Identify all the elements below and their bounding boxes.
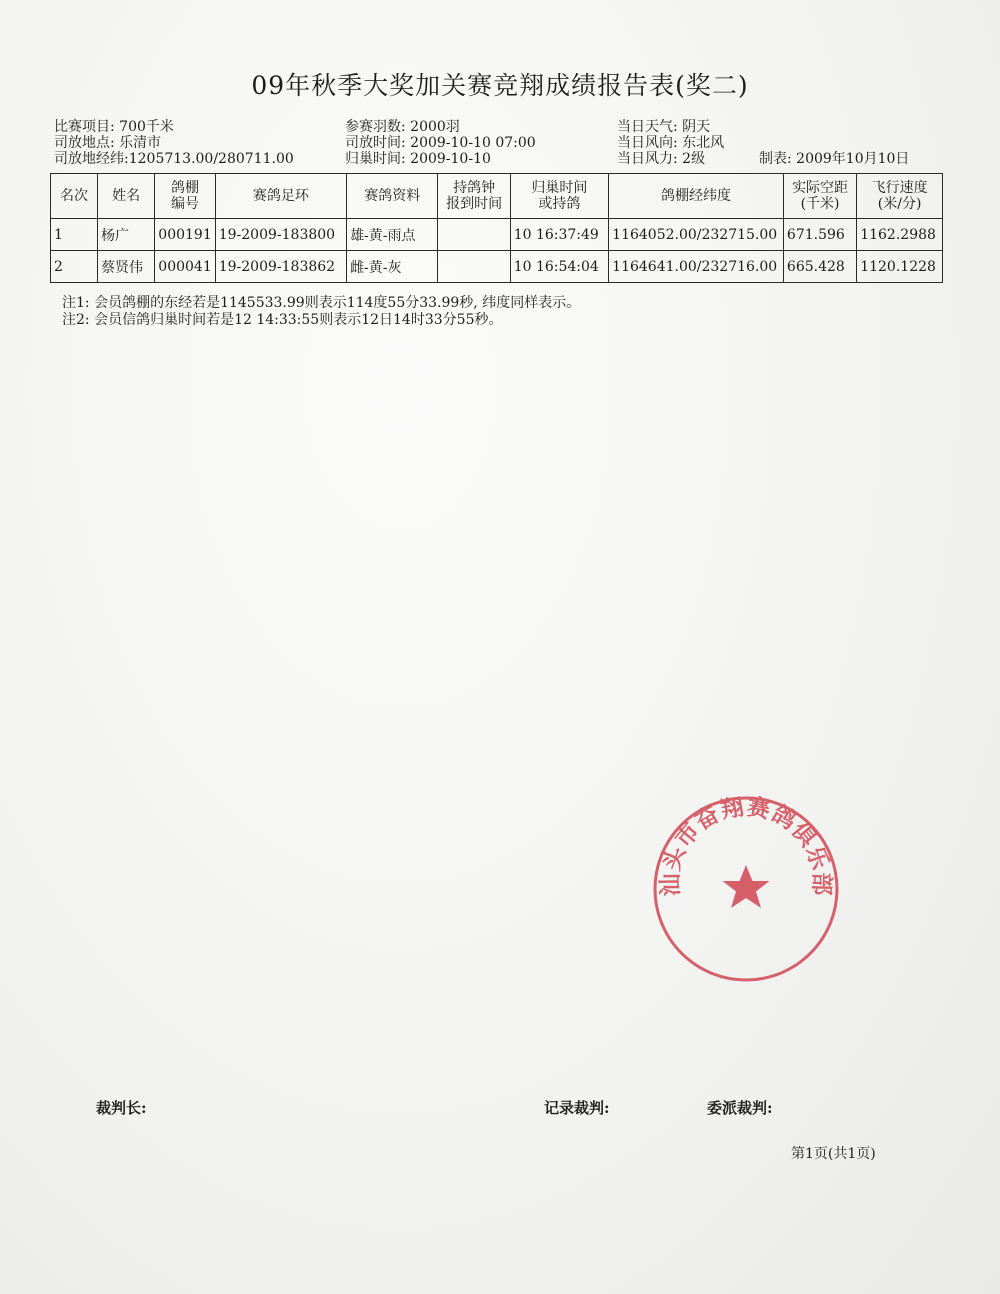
signature-assigned-judge: 委派裁判: <box>707 1099 773 1117</box>
cell-loft-id: 000041 <box>155 251 215 283</box>
notes <box>62 295 580 329</box>
table-row <box>51 251 943 283</box>
info-wind-force: 当日风力: 2级 <box>617 151 706 167</box>
table-row <box>51 219 943 251</box>
note-longitude: 注1: 会员鸽棚的东经若是1145533.99则表示114度55分33.99秒, 纬度同样表示。 <box>62 295 581 311</box>
results-table <box>50 173 943 283</box>
seal-text: 汕头市奋翔赛鸽俱乐部 <box>656 793 836 897</box>
note-return-time: 注2: 会员信鸽归巢时间若是12 14:33:55则表示12日14时33分55秒。 <box>62 312 503 328</box>
club-seal <box>650 793 842 985</box>
info-release-time: 司放时间: 2009-10-10 07:00 <box>345 135 536 151</box>
info-release-coords: 司放地经纬:1205713.00/280711.00 <box>54 151 294 167</box>
cell-ring: 19-2009-183862 <box>215 251 346 283</box>
cell-rank: 1 <box>51 219 98 251</box>
cell-ring: 19-2009-183800 <box>215 219 346 251</box>
cell-speed: 1120.1228 <box>857 251 943 283</box>
header-loft-id: 鸽棚 编号 <box>155 174 215 219</box>
star-icon <box>723 865 770 908</box>
info-made-date: 制表: 2009年10月10日 <box>759 151 910 167</box>
info-entry-count: 参赛羽数: 2000羽 <box>345 119 460 135</box>
header-rank: 名次 <box>51 174 98 219</box>
cell-clock-time <box>438 251 510 283</box>
cell-return-time: 10 16:54:04 <box>510 251 608 283</box>
table-header-row <box>51 174 943 219</box>
cell-loft-id: 000191 <box>155 219 215 251</box>
cell-distance: 665.428 <box>783 251 856 283</box>
header-speed: 飞行速度 (米/分) <box>857 174 943 219</box>
signature-chief-judge: 裁判长: <box>96 1099 147 1117</box>
signature-record-judge: 记录裁判: <box>544 1099 610 1117</box>
cell-speed: 1162.2988 <box>857 219 943 251</box>
cell-return-time: 10 16:37:49 <box>510 219 608 251</box>
header-loft-coords: 鸽棚经纬度 <box>609 174 784 219</box>
cell-rank: 2 <box>51 251 98 283</box>
header-pigeon-info: 赛鸽资料 <box>347 174 438 219</box>
info-return-time: 归巢时间: 2009-10-10 <box>345 151 491 167</box>
info-wind-direction: 当日风向: 东北风 <box>617 135 725 151</box>
header-return-time: 归巢时间 或持鸽 <box>510 174 608 219</box>
cell-distance: 671.596 <box>783 219 856 251</box>
info-weather: 当日天气: 阴天 <box>617 119 711 135</box>
header-distance: 实际空距 (千米) <box>783 174 856 219</box>
cell-pigeon-info: 雌-黄-灰 <box>347 251 438 283</box>
header-ring: 赛鸽足环 <box>215 174 346 219</box>
info-release-place: 司放地点: 乐清市 <box>54 135 162 151</box>
cell-name: 蔡贤伟 <box>97 251 154 283</box>
header-clock-time: 持鸽钟 报到时间 <box>438 174 510 219</box>
cell-pigeon-info: 雄-黄-雨点 <box>347 219 438 251</box>
info-column-time <box>345 119 536 167</box>
info-race-item: 比赛项目: 700千米 <box>54 119 174 135</box>
page-number: 第1页(共1页) <box>791 1146 876 1162</box>
cell-loft-coords: 1164052.00/232715.00 <box>609 219 784 251</box>
page-title: 09年秋季大奖加关赛竞翔成绩报告表(奖二) <box>251 71 749 100</box>
info-column-weather <box>617 119 724 167</box>
cell-clock-time <box>438 219 510 251</box>
info-column-race <box>54 119 294 167</box>
cell-loft-coords: 1164641.00/232716.00 <box>609 251 784 283</box>
header-name: 姓名 <box>97 174 154 219</box>
cell-name: 杨广 <box>97 219 154 251</box>
